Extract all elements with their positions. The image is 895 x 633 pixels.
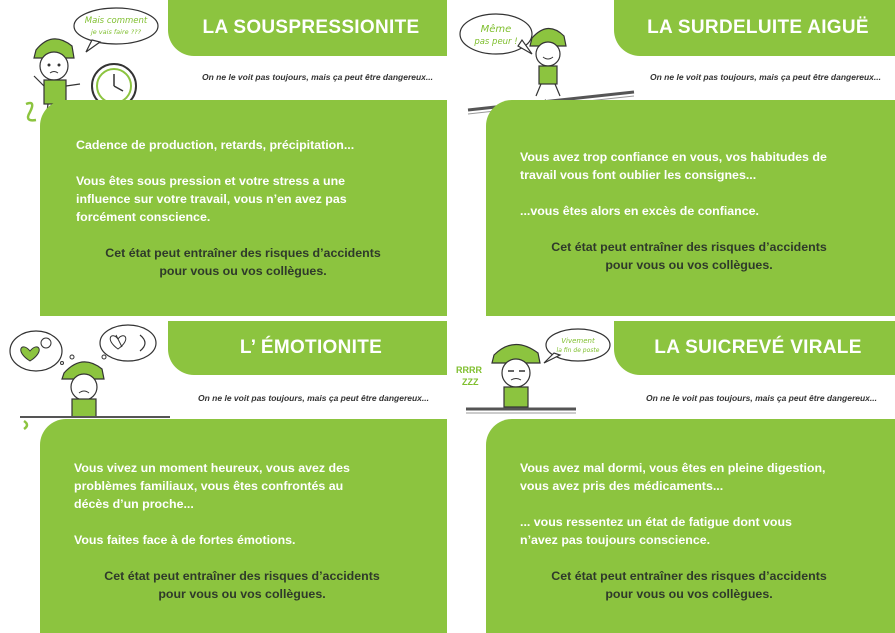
- card-souspressionite: [0, 0, 447, 316]
- risk-warning: Cet état peut entraîner des risques d’accidents pour vous ou vos collègues.: [105, 246, 381, 278]
- tagline: On ne le voit pas toujours, mais ça peut être dangereux...: [202, 72, 433, 82]
- card-title: L’ ÉMOTIONITE: [168, 321, 447, 375]
- card-paragraph-2: Vous êtes sous pression et votre stress a une influence sur votre travail, vous n’en avez pas forcément conscience.: [76, 174, 347, 224]
- risk-warning: Cet état peut entraîner des risques d’accidents pour vous ou vos collègues.: [104, 569, 380, 601]
- risk-warning: Cet état peut entraîner des risques d’accidents pour vous ou vos collègues.: [551, 569, 827, 601]
- risk-warning: Cet état peut entraîner des risques d’accidents pour vous ou vos collègues.: [551, 240, 827, 272]
- bubble-text-line2: la fin de poste: [556, 347, 600, 354]
- bubble-text-line1: Mais comment: [84, 16, 148, 26]
- snore-text-2: ZZZ: [462, 377, 479, 387]
- tagline: On ne le voit pas toujours, mais ça peut être dangereux...: [198, 393, 429, 403]
- card-paragraph-1: Vous avez mal dormi, vous êtes en pleine digestion, vous avez pris des médicaments...: [520, 461, 826, 493]
- card-body: [486, 100, 895, 316]
- card-emotionite: [0, 317, 447, 633]
- bubble-text-line1: Vivement: [561, 337, 595, 345]
- card-paragraph-1: Cadence de production, retards, précipitation...: [76, 138, 355, 152]
- card-body: [40, 100, 447, 316]
- bubble-text-line2: je vais faire ???: [90, 28, 142, 36]
- bubble-text-line1: Même: [480, 24, 512, 35]
- card-title: LA SUICREVÉ VIRALE: [614, 321, 895, 375]
- card-suicreve-virale: [448, 317, 895, 633]
- card-body: [40, 419, 447, 633]
- card-surdeluite-aigue: [448, 0, 895, 316]
- snore-text-1: RRRR: [456, 365, 482, 375]
- card-title: LA SOUSPRESSIONITE: [168, 0, 447, 56]
- card-paragraph-1: Vous vivez un moment heureux, vous avez des problèmes familiaux, vous êtes confrontés au décès d’un proche...: [74, 461, 350, 511]
- card-paragraph-2: ... vous ressentez un état de fatigue dont vous n’avez pas toujours conscience.: [520, 515, 792, 547]
- card-paragraph-2: Vous faites face à de fortes émotions.: [74, 533, 296, 547]
- card-title: LA SURDELUITE AIGUË: [614, 0, 895, 56]
- card-paragraph-1: Vous avez trop confiance en vous, vos habitudes de travail vous font oublier les consignes...: [520, 150, 827, 182]
- tagline: On ne le voit pas toujours, mais ça peut être dangereux...: [646, 393, 877, 403]
- tagline: On ne le voit pas toujours, mais ça peut être dangereux...: [650, 72, 881, 82]
- card-paragraph-2: ...vous êtes alors en excès de confiance.: [520, 204, 759, 218]
- bubble-text-line2: pas peur !: [474, 37, 518, 47]
- card-body: [486, 419, 895, 633]
